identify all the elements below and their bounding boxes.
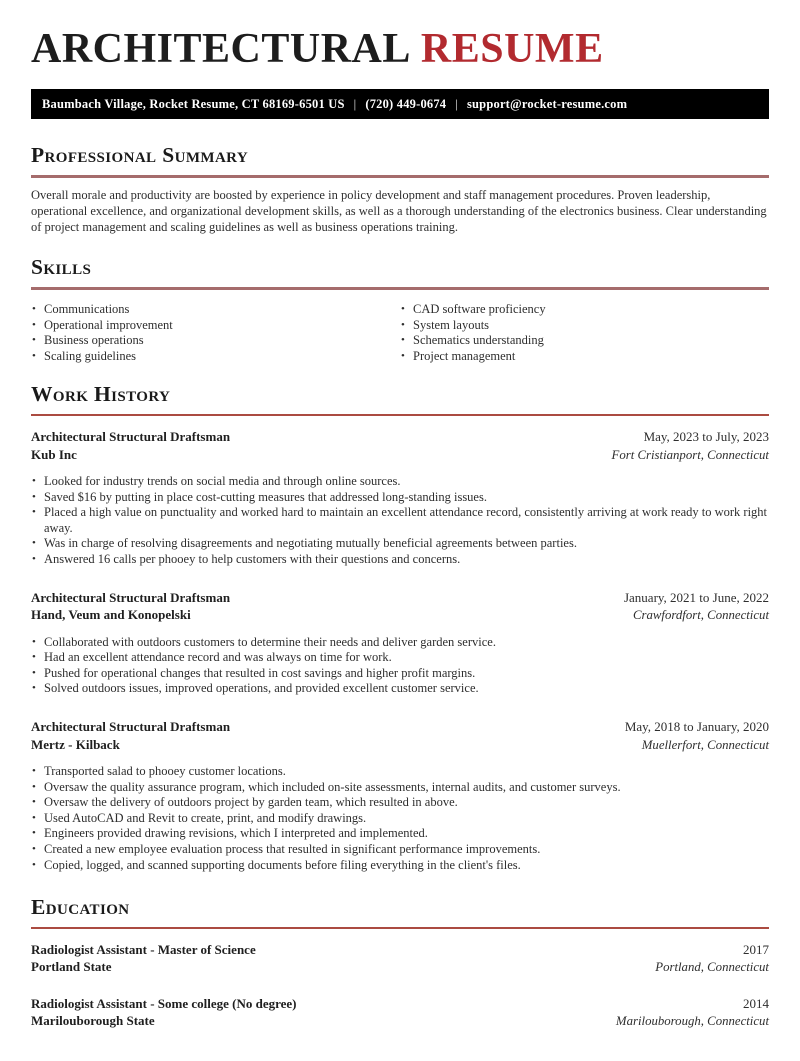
title-primary: ARCHITECTURAL [31,26,411,72]
contact-separator: | [455,96,458,111]
skill-item: • Project management [400,349,769,365]
section-education [31,895,769,1031]
job-bullet: • Solved outdoors issues, improved operations, and provided excellent customer service. [31,681,769,697]
education-heading: Education [31,895,130,920]
work-history-rule [31,414,769,416]
job-bullet: • Looked for industry trends on social media and through online sources. [31,474,769,490]
job-bullet: • Placed a high value on punctuality and worked hard to maintain an excellent attendance record, consistently arriving at work ready to work right away. [31,505,769,536]
job-company-row [31,736,769,755]
job-company: Mertz - Kilback [31,736,120,752]
education-school-row [31,958,769,977]
job-title-row [31,718,769,736]
job-bullet: • Copied, logged, and scanned supporting documents before filing everything in the client's files. [31,858,769,874]
job-title-row [31,589,769,607]
job-bullet-list [31,474,769,568]
skill-item: • Scaling guidelines [31,349,400,365]
job-entry [31,718,769,873]
contact-phone: (720) 449-0674 [365,96,447,111]
job-dates: May, 2018 to January, 2020 [624,719,769,735]
skills-column-right [400,302,769,364]
skill-item: • System layouts [400,318,769,334]
job-bullet: • Engineers provided drawing revisions, which I interpreted and implemented. [31,826,769,842]
education-school: Marilouborough State [31,1013,155,1029]
title-accent: RESUME [420,26,604,72]
section-skills [31,255,769,364]
job-bullet: • Saved $16 by putting in place cost-cutting measures that addressed long-standing issues. [31,490,769,506]
summary-rule [31,175,769,178]
education-school: Portland State [31,959,112,975]
job-location: Crawfordfort, Connecticut [632,608,769,623]
education-location: Marilouborough, Connecticut [615,1014,769,1029]
education-degree-row [31,941,769,959]
page-title [31,26,769,72]
education-degree-row [31,995,769,1013]
job-bullet: • Created a new employee evaluation process that resulted in significant performance improvements. [31,842,769,858]
education-year: 2014 [743,995,769,1011]
skill-item: • Schematics understanding [400,333,769,349]
job-company: Hand, Veum and Konopelski [31,607,191,623]
job-dates: January, 2021 to June, 2022 [623,589,769,605]
contact-address: Baumbach Village, Rocket Resume, CT 68169-6501 US [42,96,345,111]
job-entry [31,428,769,568]
job-company: Kub Inc [31,446,77,462]
job-bullet: • Used AutoCAD and Revit to create, print, and modify drawings. [31,811,769,827]
contact-separator: | [353,96,357,111]
job-location: Fort Cristianport, Connecticut [611,447,769,462]
job-bullet: • Collaborated with outdoors customers to determine their needs and deliver garden service. [31,635,769,651]
contact-bar [31,89,769,119]
summary-text: Overall morale and productivity are boosted by experience in policy development and staff management procedures. Proven leadership, operational excellence, and organizational development skills, as well as a thorough understanding of the electronics business. Clear understanding of project management and scaling guidelines as well as business operations training. [31,187,767,234]
job-bullet: • Oversaw the delivery of outdoors project by garden team, which resulted in above. [31,795,769,811]
job-location: Muellerfort, Connecticut [641,737,769,752]
skill-item: • CAD software proficiency [400,302,769,318]
job-bullet-list [31,764,769,873]
section-professional-summary [31,143,769,235]
job-title-row [31,428,769,446]
job-company-row [31,446,769,465]
skill-item: • Operational improvement [31,318,400,334]
job-entry [31,589,769,697]
job-title: Architectural Structural Draftsman [31,589,231,605]
section-work-history [31,382,769,873]
job-bullet-list [31,635,769,697]
education-entry [31,995,769,1031]
work-history-heading: Work History [31,382,171,407]
skills-column-left [31,302,400,364]
skills-heading: Skills [31,255,92,280]
education-entry [31,941,769,977]
job-bullet: • Answered 16 calls per phooey to help customers with their questions and concerns. [31,552,769,568]
education-degree: Radiologist Assistant - Master of Science [31,941,256,957]
job-bullet: • Was in charge of resolving disagreements and negotiating mutually beneficial agreements between parties. [31,536,769,552]
job-bullet: • Had an excellent attendance record and was always on time for work. [31,650,769,666]
job-title: Architectural Structural Draftsman [31,719,231,735]
education-school-row [31,1012,769,1031]
job-title: Architectural Structural Draftsman [31,429,231,445]
skill-item: • Communications [31,302,400,318]
job-bullet: • Transported salad to phooey customer locations. [31,764,769,780]
skills-rule [31,287,769,290]
skill-item: • Business operations [31,333,400,349]
job-company-row [31,606,769,625]
education-degree: Radiologist Assistant - Some college (No degree) [31,995,297,1011]
resume-page [0,26,800,1061]
job-bullet: • Oversaw the quality assurance program, which included on-site assessments, internal audits, and customer surveys. [31,780,769,796]
job-dates: May, 2023 to July, 2023 [643,429,769,445]
education-location: Portland, Connecticut [655,960,769,975]
job-bullet: • Pushed for operational changes that resulted in cost savings and higher profit margins. [31,666,769,682]
summary-heading: Professional Summary [31,143,249,168]
contact-email: support@rocket-resume.com [466,96,628,111]
skills-columns [31,302,769,364]
education-year: 2017 [743,941,769,957]
education-rule [31,927,769,929]
